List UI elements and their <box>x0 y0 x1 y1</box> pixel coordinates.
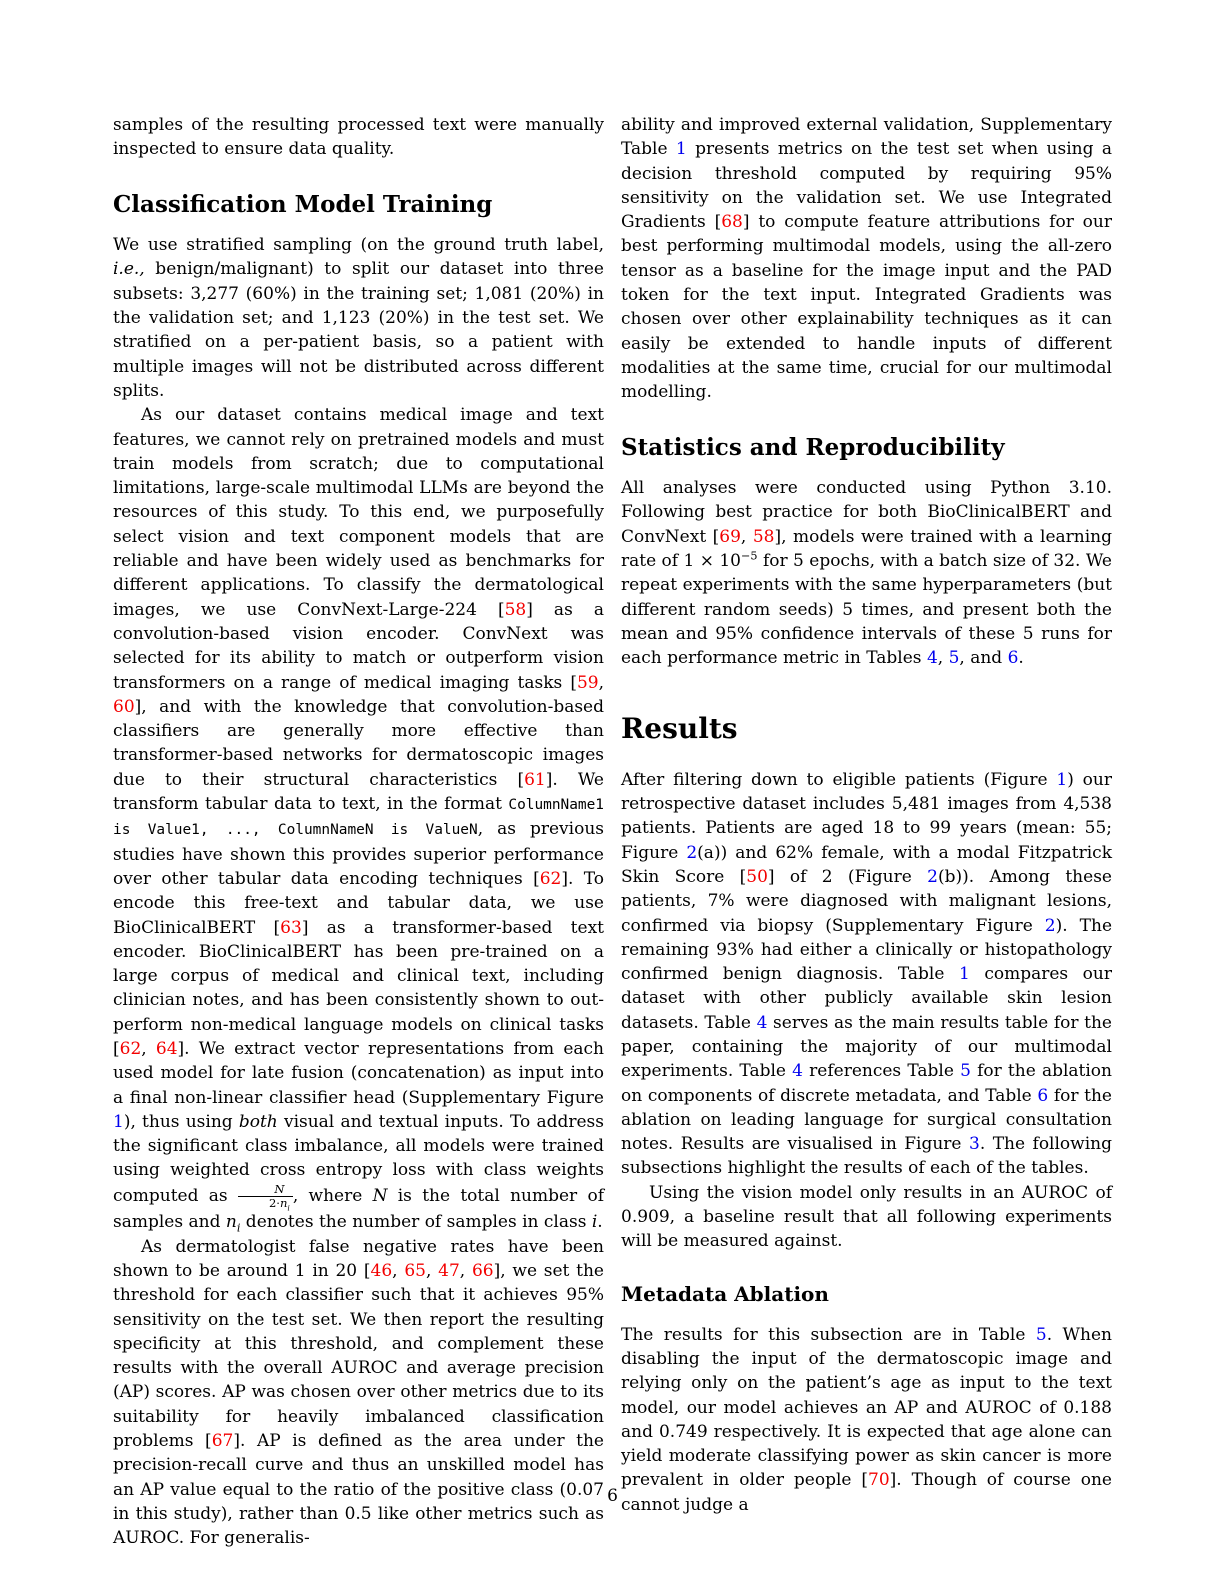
text-run: N <box>372 1185 388 1206</box>
citation-ref[interactable]: 70 <box>868 1470 890 1491</box>
citation-ref[interactable]: 66 <box>471 1260 494 1281</box>
citation-ref[interactable]: 46 <box>370 1260 393 1281</box>
text-run: The results for this subsection are in Table <box>621 1324 1036 1345</box>
text-run: is the total number of samples and <box>113 1185 604 1233</box>
cross-ref-link[interactable]: 6 <box>1007 648 1019 669</box>
text-run: for 5 epochs, with a batch size of 32. We repeat experiments with the same hyperparameters (but different random seeds) 5 times, and present both the mean and 95% confidence intervals of these 5 runs for each performance metric in Tables <box>621 551 1112 669</box>
paragraph <box>113 403 604 1234</box>
text-run: , <box>598 672 604 693</box>
text-run: . <box>1018 648 1024 669</box>
text-run: , and <box>959 648 1008 669</box>
page-number: 6 <box>607 1486 618 1506</box>
citation-ref[interactable]: 50 <box>746 866 768 887</box>
subsubsection-heading: Metadata Ablation <box>621 1281 829 1306</box>
text-run: benign/malignant) to split our dataset into three subsets: 3,277 (60%) in the training set; 1,081 (20%) in the validation set; and 1,123 (20%) in the test set. We stratified on a per-patient basis, so a patient with multiple images will not be distributed across different splits. <box>113 259 604 401</box>
text-run: After filtering down to eligible patients (Figure <box>621 769 1057 790</box>
text-run: , where <box>292 1185 373 1206</box>
text-run: , <box>937 648 949 669</box>
text-run: n <box>225 1212 237 1233</box>
text-run: . <box>597 1212 603 1233</box>
cross-ref-link[interactable]: 4 <box>756 1012 768 1033</box>
text-run: both <box>238 1111 278 1132</box>
citation-ref[interactable]: 65 <box>404 1260 426 1281</box>
paragraph <box>113 113 604 162</box>
cross-ref-link[interactable]: 5 <box>948 648 960 669</box>
text-run: i <box>287 1203 290 1213</box>
cross-ref-link[interactable]: 4 <box>792 1061 803 1082</box>
citation-ref[interactable]: 63 <box>280 917 302 938</box>
citation-ref[interactable]: 47 <box>438 1260 460 1281</box>
cross-ref-link[interactable]: 1 <box>113 1111 124 1132</box>
text-run: presents metrics on the test set when using a decision threshold computed by requiring 95% sensitivity on the validation set. We use Integrated Gradients [ <box>621 139 1112 233</box>
text-run: denotes the number of samples in class <box>240 1212 592 1233</box>
text-run: for the ablation on leading language for surgical consultation notes. Results are visualised in Figure <box>621 1085 1112 1155</box>
citation-ref[interactable]: 59 <box>576 672 599 693</box>
text-run: (b)). Among these patients, 7% were diagnosed with malignant lesions, confirmed via biopsy (Supplementary Figure <box>621 866 1112 936</box>
text-run: Using the vision model only results in an AUROC of 0.909, a baseline result that all following experiments will be measured against. <box>621 1182 1112 1252</box>
text-run: ] to compute feature attributions for our best performing multimodal models, using the all-zero tensor as a baseline for the image input and the PAD token for the text input. Integrated Gradients was chosen over other explainability techniques as it can easily be extended to handle inputs of different modalities at the same time, crucial for our multimodal modelling. <box>621 212 1112 403</box>
math-fraction <box>238 1183 293 1211</box>
right-column <box>621 113 1112 1517</box>
text-run: ] as a transformer-based text encoder. BioClinicalBERT has been pre-trained on a large corpus of medical and clinical text, including clinician notes, and has been consistently shown to out-perform non-medical language models on clinical tasks [ <box>113 917 604 1059</box>
citation-ref[interactable]: 58 <box>504 599 527 620</box>
text-run: . When disabling the input of the dermatoscopic image and relying only on the patient’s age as input to the text model, our model achieves an AP and AUROC of 0.188 and 0.749 respectively. It is expected that age alone can yield moderate classifying power as skin cancer is more prevalent in older people [ <box>621 1324 1112 1491</box>
text-run: for the ablation on components of discrete metadata, and Table <box>621 1061 1112 1106</box>
citation-ref[interactable]: 58 <box>752 526 775 547</box>
cross-ref-link[interactable]: 5 <box>960 1061 971 1082</box>
text-run: N <box>274 1181 285 1196</box>
text-run: , <box>740 526 753 547</box>
subsection-heading: Statistics and Reproducibility <box>621 433 1005 461</box>
text-run: compares our dataset with other publicly available skin lesion datasets. Table <box>621 964 1112 1033</box>
text-run: references Table <box>802 1061 961 1082</box>
text-run: As dermatologist false negative rates have been shown to be around 1 in 20 [ <box>113 1236 604 1281</box>
text-run: ], models were trained with a learning rate of 1 × 10 <box>621 526 1113 572</box>
paragraph <box>113 233 604 403</box>
text-run: i <box>591 1212 598 1233</box>
text-run: i <box>236 1221 241 1235</box>
text-run: ]. To encode this free-text and tabular data, we use BioClinicalBERT [ <box>113 868 604 938</box>
text-run: ability and improved external validation, Supplementary Table <box>621 115 1112 160</box>
citation-ref[interactable]: 62 <box>119 1038 142 1059</box>
inline-code: ColumnName1 is Value1, ..., ColumnNameN is ValueN <box>113 797 604 839</box>
text-run: As our dataset contains medical image and text features, we cannot rely on pretrained models and must train models from scratch; due to computational limitations, large-scale multimodal LLMs are beyond the resources of this study. To this end, we purposefully select vision and text component models that are reliable and have been widely used as benchmarks for different applications. To classify the dermatological images, we use ConvNext-Large-224 [ <box>113 405 604 620</box>
paragraph <box>621 1181 1112 1254</box>
paragraph <box>621 113 1112 405</box>
citation-ref[interactable]: 68 <box>721 212 743 233</box>
text-run: i.e., <box>113 259 145 280</box>
citation-ref[interactable]: 62 <box>539 868 562 889</box>
section-heading: Results <box>621 711 738 745</box>
left-column <box>113 113 604 1551</box>
citation-ref[interactable]: 64 <box>155 1038 178 1059</box>
text-run: , <box>425 1260 439 1281</box>
text-run: ] of 2 (Figure <box>767 866 928 887</box>
cross-ref-link[interactable]: 4 <box>926 648 938 669</box>
citation-ref[interactable]: 60 <box>113 696 135 717</box>
text-run: ]. We extract vector representations from each used model for late fusion (concatenation) as input into a final non-linear classifier head (Supplementary Figure <box>113 1038 604 1108</box>
paragraph <box>621 476 1112 670</box>
text-run: . The following subsections highlight the results of each of the tables. <box>621 1134 1112 1179</box>
text-run: ) our retrospective dataset includes 5,481 images from 4,538 patients. Patients are aged 18 to 99 years (mean: 55; Figure <box>621 769 1112 863</box>
text-run: ], and with the knowledge that convolution-based classifiers are generally more effective than transformer-based networks for dermatoscopic images due to their structural characteristics [ <box>113 696 604 790</box>
cross-ref-link[interactable]: 6 <box>1037 1085 1049 1106</box>
cross-ref-link[interactable]: 1 <box>1056 769 1068 790</box>
text-run: 2· <box>268 1196 280 1211</box>
text-run: samples of the resulting processed text were manually inspected to ensure data quality. <box>113 115 604 160</box>
text-run: , as previous studies have shown this provides superior performance over other tabular data encoding techniques [ <box>113 819 605 889</box>
text-run: (a)) and 62% female, with a modal Fitzpatrick Skin Score [ <box>621 842 1113 887</box>
text-run: ]. AP is defined as the area under the precision-recall curve and thus an unskilled model has an AP value equal to the ratio of the positive class (0.07 in this study), rather than 0.5 like other metrics such as AUROC. For generalis- <box>113 1431 604 1549</box>
text-run: ] as a convolution-based vision encoder. ConvNext was selected for its ability to match or outperform vision transformers on a range of medical imaging tasks [ <box>113 599 604 693</box>
citation-ref[interactable]: 67 <box>211 1431 234 1452</box>
cross-ref-link[interactable]: 1 <box>958 964 970 985</box>
text-run: , <box>141 1038 156 1059</box>
citation-ref[interactable]: 61 <box>524 769 546 790</box>
cross-ref-link[interactable]: 2 <box>1044 915 1056 936</box>
paragraph <box>621 768 1112 1181</box>
text-run: ]. We transform tabular data to text, in the format <box>113 769 604 815</box>
cross-ref-link[interactable]: 5 <box>1035 1324 1047 1345</box>
text-run: n <box>279 1196 288 1211</box>
text-run: ]. Though of course one cannot judge a <box>621 1470 1112 1515</box>
text-run: serves as the main results table for the paper, containing the majority of our multimodal experiments. Table <box>621 1012 1112 1082</box>
subsection-heading: Classification Model Training <box>113 190 493 218</box>
cross-ref-link[interactable]: 2 <box>686 842 698 863</box>
text-run: , <box>392 1260 405 1281</box>
cross-ref-link[interactable]: 1 <box>675 139 687 160</box>
text-run: , <box>459 1260 472 1281</box>
text-run: All analyses were conducted using Python 3.10. Following best practice for both BioClinicalBERT and ConvNext [ <box>621 478 1112 547</box>
text-run: ], we set the threshold for each classifier such that it achieves 95% sensitivity on the test set. We then report the resulting specificity at this threshold, and complement these results with the overall AUROC and average precision (AP) scores. AP was chosen over other metrics due to its suitability for heavily imbalanced classification problems [ <box>113 1260 604 1452</box>
text-run: We use stratified sampling (on the ground truth label, <box>113 235 604 256</box>
cross-ref-link[interactable]: 3 <box>968 1134 980 1155</box>
cross-ref-link[interactable]: 2 <box>927 866 938 887</box>
text-run: ), thus using <box>123 1111 239 1132</box>
text-run: visual and textual inputs. To address the significant class imbalance, all models were trained using weighted cross entropy loss with class weights computed as <box>113 1111 604 1206</box>
text-run: ). The remaining 93% had either a clinically or histopathology confirmed benign diagnosis. Table <box>621 915 1112 985</box>
citation-ref[interactable]: 69 <box>719 526 741 547</box>
text-run: −5 <box>741 549 758 563</box>
